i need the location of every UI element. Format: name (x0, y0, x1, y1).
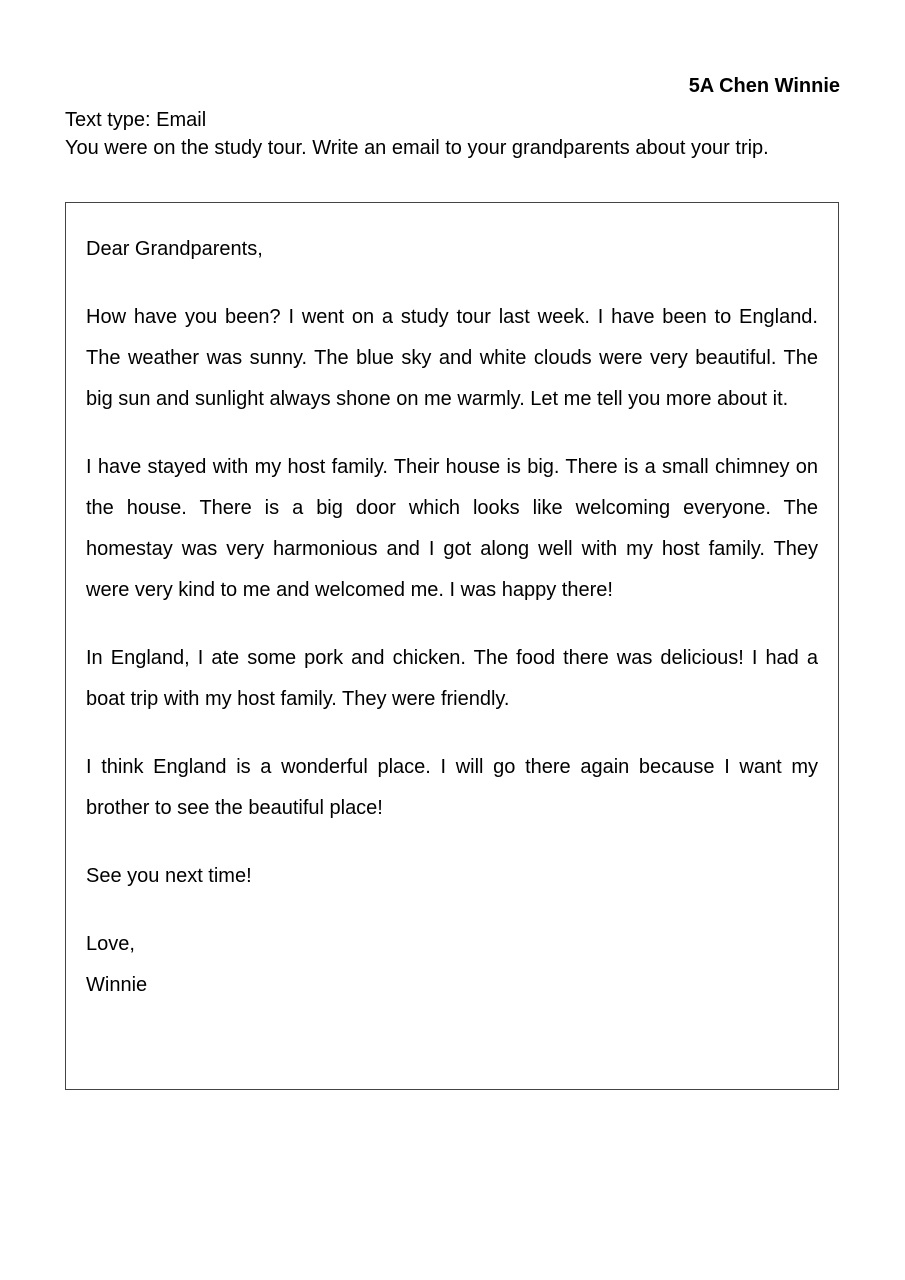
letter-closing: Love, (86, 933, 135, 955)
task-instruction: You were on the study tour. Write an email to your grandparents about your trip. (65, 137, 769, 159)
letter-farewell: See you next time! (86, 865, 252, 887)
letter-salutation: Dear Grandparents, (86, 238, 263, 260)
student-name: 5A Chen Winnie (688, 75, 840, 97)
letter-body (86, 229, 818, 1006)
letter-paragraph-4: I think England is a wonderful place. I will go there again because I want my brother to see the beautiful place! (86, 756, 818, 819)
letter-paragraph-1: How have you been? I went on a study tour last week. I have been to England. The weather was sunny. The blue sky and white clouds were very beautiful. The big sun and sunlight always shone on me warmly. Let me tell you more about it. (86, 306, 818, 410)
letter-signature: Winnie (86, 974, 148, 996)
letter-paragraph-2: I have stayed with my host family. Their house is big. There is a small chimney on the house. There is a big door which looks like welcoming everyone. The homestay was very harmonious and I got along well with my host family. They were very kind to me and welcomed me. I was happy there! (86, 456, 818, 601)
letter-paragraph-3: In England, I ate some pork and chicken. The food there was delicious! I had a boat trip with my host family. They were friendly. (86, 647, 818, 710)
text-type-label: Text type: Email (65, 109, 207, 131)
task-description (65, 106, 769, 162)
